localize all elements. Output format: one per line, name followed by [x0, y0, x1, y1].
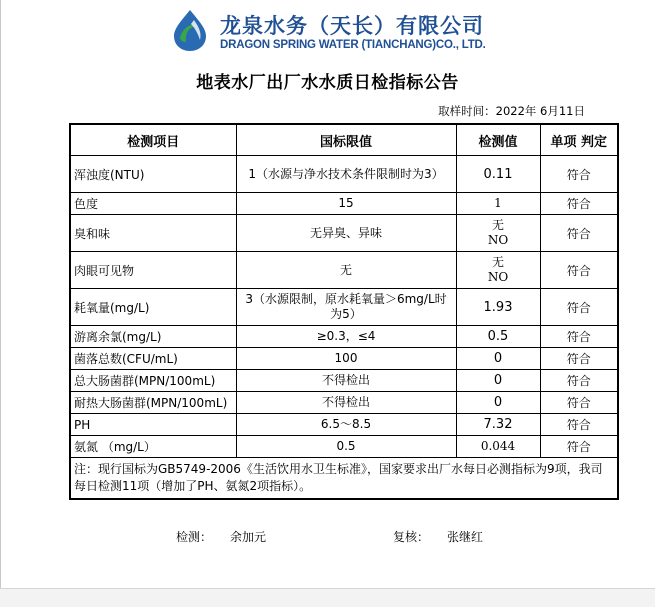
row-value-en: NO — [487, 233, 509, 247]
row-item: 耐热大肠菌群(MPN/100mL) — [70, 392, 236, 414]
row-result: 符合 — [540, 326, 618, 348]
company-name-en: DRAGON SPRING WATER (TIANCHANG)CO., LTD. — [220, 39, 486, 51]
company-logo — [168, 8, 488, 58]
row-result: 符合 — [540, 193, 618, 215]
header-standard: 国标限值 — [236, 124, 456, 156]
table-row — [70, 326, 618, 348]
table-row — [70, 370, 618, 392]
table-row — [70, 436, 618, 458]
row-standard: 15 — [236, 193, 456, 215]
table-row — [70, 392, 618, 414]
reviewer — [393, 528, 483, 545]
row-value: 7.32 — [456, 414, 540, 436]
row-result: 符合 — [540, 436, 618, 458]
reviewer-label: 复核： — [393, 530, 430, 544]
row-value: 0.5 — [456, 326, 540, 348]
row-item: 耗氧量(mg/L) — [70, 289, 236, 326]
row-value: 0 — [456, 392, 540, 414]
row-result: 符合 — [540, 414, 618, 436]
inspector — [176, 528, 266, 545]
row-value-cn: 无 — [491, 255, 504, 269]
row-item: PH — [70, 414, 236, 436]
header-value: 检测值 — [456, 124, 540, 156]
row-item: 色度 — [70, 193, 236, 215]
row-standard: 1（水源与净水技术条件限制时为3） — [236, 156, 456, 193]
row-standard: ≥0.3，≤4 — [236, 326, 456, 348]
table-row — [70, 414, 618, 436]
row-item: 肉眼可见物 — [70, 252, 236, 289]
table-row — [70, 348, 618, 370]
reviewer-name: 张继红 — [447, 530, 484, 544]
row-standard: 不得检出 — [236, 370, 456, 392]
row-value: 1.93 — [456, 289, 540, 326]
table-row — [70, 252, 618, 289]
row-result: 符合 — [540, 215, 618, 252]
header-item: 检测项目 — [70, 124, 236, 156]
row-value: 0.044 — [456, 436, 540, 458]
row-standard: 100 — [236, 348, 456, 370]
row-standard: 0.5 — [236, 436, 456, 458]
row-standard: 3（水源限制，原水耗氧量＞6mg/L时为5） — [236, 289, 456, 326]
table-row — [70, 156, 618, 193]
table-row — [70, 289, 618, 326]
row-standard: 无 — [236, 252, 456, 289]
row-result: 符合 — [540, 289, 618, 326]
row-standard: 6.5～8.5 — [236, 414, 456, 436]
row-value — [456, 215, 540, 252]
note-row — [70, 458, 618, 500]
row-result: 符合 — [540, 252, 618, 289]
table-header-row — [70, 124, 618, 156]
row-standard: 不得检出 — [236, 392, 456, 414]
inspector-label: 检测： — [176, 530, 213, 544]
header-result: 单项 判定 — [540, 124, 618, 156]
row-value: 1 — [456, 193, 540, 215]
water-quality-table — [69, 123, 619, 500]
table-note: 注：现行国标为GB5749-2006《生活饮用水卫生标准》，国家要求出厂水每日必测指标为9项，我司每日检测11项（增加了PH、氨氮2项指标）。 — [70, 458, 618, 500]
company-name-cn: 龙泉水务（天长）有限公司 — [220, 13, 484, 38]
row-result: 符合 — [540, 348, 618, 370]
row-value: 0.11 — [456, 156, 540, 193]
bottom-band — [0, 588, 655, 607]
row-value-cn: 无 — [491, 218, 504, 232]
table-row — [70, 215, 618, 252]
row-item: 总大肠菌群(MPN/100mL) — [70, 370, 236, 392]
row-item: 菌落总数(CFU/mL) — [70, 348, 236, 370]
row-result: 符合 — [540, 370, 618, 392]
inspector-name: 余加元 — [230, 530, 267, 544]
row-result: 符合 — [540, 392, 618, 414]
row-value: 0 — [456, 348, 540, 370]
row-value — [456, 252, 540, 289]
row-item: 浑浊度(NTU) — [70, 156, 236, 193]
water-drop-logo-icon — [168, 8, 212, 52]
row-standard: 无异臭、异味 — [236, 215, 456, 252]
row-value: 0 — [456, 370, 540, 392]
row-item: 游离余氯(mg/L) — [70, 326, 236, 348]
page-title: 地表水厂出厂水水质日检指标公告 — [196, 73, 459, 93]
row-item: 臭和味 — [70, 215, 236, 252]
row-result: 符合 — [540, 156, 618, 193]
table-row — [70, 193, 618, 215]
row-item: 氨氮 （mg/L） — [70, 436, 236, 458]
row-value-en: NO — [487, 270, 509, 284]
sample-time: 取样时间：2022年 6月11日 — [438, 104, 585, 118]
